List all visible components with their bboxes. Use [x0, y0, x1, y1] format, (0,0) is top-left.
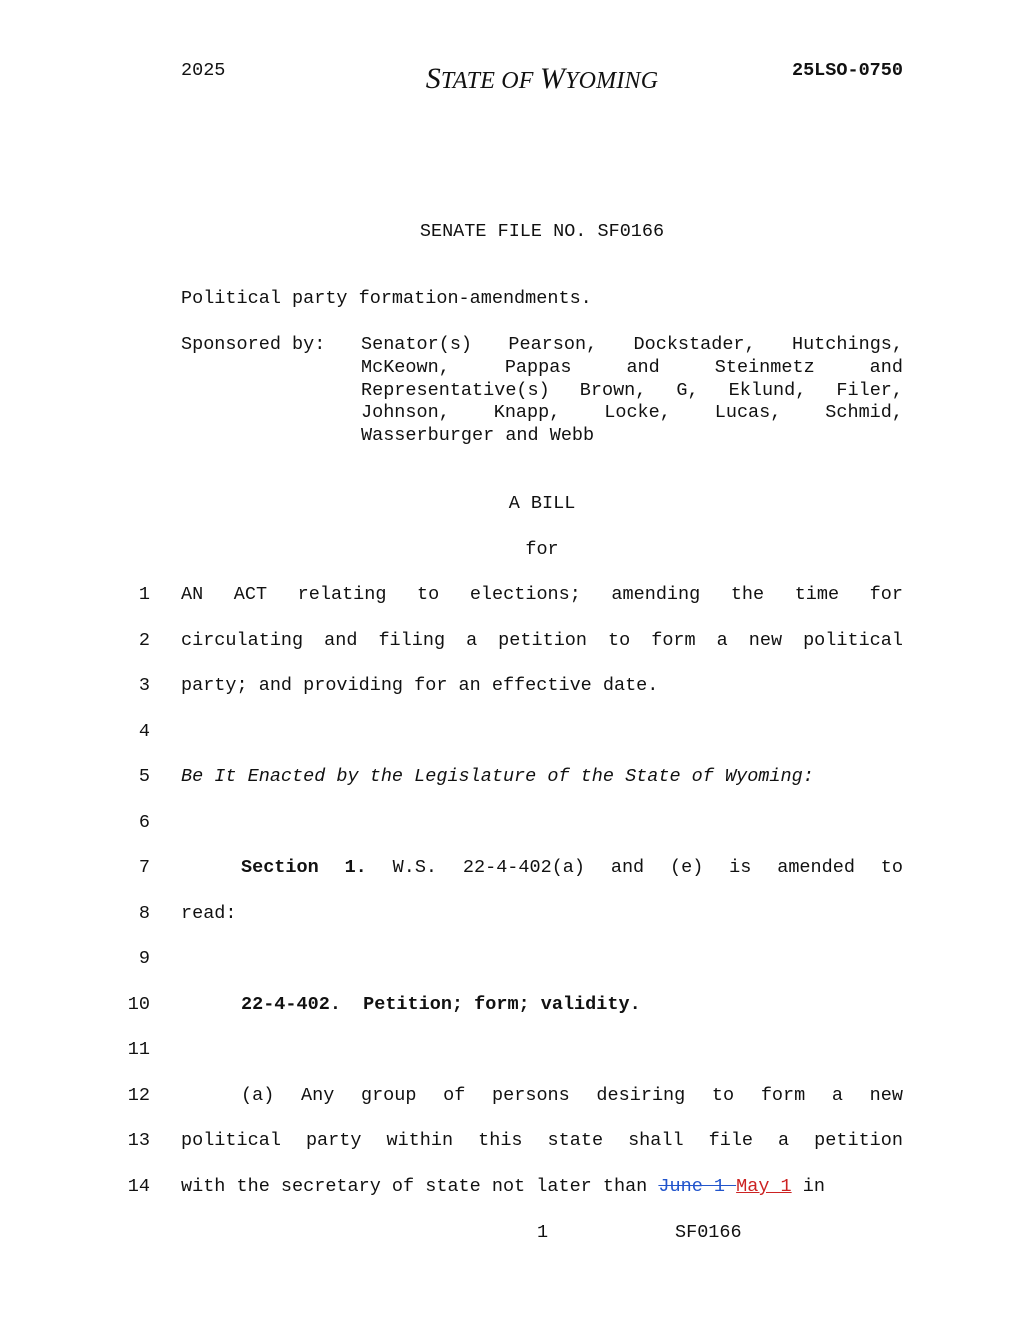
line-14-text: with the secretary of state not later than: [181, 1176, 659, 1197]
line-number: 6: [138, 812, 150, 833]
line-14-end: in: [791, 1176, 825, 1197]
sponsor-line: Senator(s) Pearson, Dockstader, Hutchings,: [361, 334, 903, 355]
line-number: 13: [127, 1130, 150, 1151]
line-number: 10: [127, 994, 150, 1015]
line-number: 8: [138, 903, 150, 924]
state-title-rest: YOMING: [565, 68, 659, 94]
sponsor-line: Wasserburger and Webb: [361, 425, 595, 447]
sponsor-label: Sponsored by:: [181, 334, 326, 355]
line-number: 12: [127, 1085, 150, 1106]
bill-line-1: AN ACT relating to elections; amending the time for: [181, 584, 903, 605]
bill-short-title: Political party formation-amendments.: [181, 288, 592, 309]
line-number: 5: [138, 766, 150, 787]
footer-file-code: SF0166: [675, 1222, 742, 1243]
page-number: 1: [537, 1222, 549, 1243]
header-year: 2025: [181, 60, 226, 81]
line-number: 11: [127, 1039, 150, 1060]
senate-file-number: SENATE FILE NO. SF0166: [419, 221, 665, 242]
sponsor-list: [361, 334, 903, 448]
document-code: 25LSO-0750: [791, 60, 903, 81]
bill-line-12: (a) Any group of persons desiring to form a new: [241, 1085, 903, 1106]
sponsor-line: Representative(s) Brown, G, Eklund, Filer,: [361, 379, 903, 401]
for-heading: for: [525, 539, 559, 560]
line-number: 7: [138, 857, 150, 878]
bill-line-8: read:: [181, 903, 237, 924]
bill-line-13: political party within this state shall file a petition: [181, 1130, 903, 1151]
line-number: 3: [138, 675, 150, 696]
sponsor-line: McKeown, Pappas and Steinmetz and: [361, 356, 903, 378]
bill-line-3: party; and providing for an effective date.: [181, 675, 659, 696]
statute-heading: 22-4-402. Petition; form; validity.: [241, 994, 641, 1015]
line-number: 14: [127, 1176, 150, 1197]
section-label: Section 1.: [241, 857, 367, 878]
deleted-text: June 1: [658, 1176, 737, 1197]
line-number: 2: [138, 630, 150, 651]
line-number: 9: [138, 948, 150, 969]
bill-line-2: circulating and filing a petition to form a new political: [181, 630, 903, 651]
bill-line-7: [181, 857, 903, 878]
line-number: 4: [138, 721, 150, 742]
enacting-clause: Be It Enacted by the Legislature of the State of Wyoming:: [181, 766, 814, 787]
line-number: 1: [138, 584, 150, 605]
state-title-initial-w: W: [539, 62, 566, 95]
state-title-initial-s: S: [425, 62, 441, 95]
a-bill-heading: A BILL: [508, 493, 576, 514]
section-text: W.S. 22-4-402(a) and (e) is amended to: [366, 857, 903, 878]
bill-line-14: [181, 1176, 903, 1197]
sponsor-line: Johnson, Knapp, Locke, Lucas, Schmid,: [361, 402, 903, 424]
inserted-text: May 1: [736, 1176, 792, 1197]
state-title-part: TATE OF: [440, 68, 540, 94]
